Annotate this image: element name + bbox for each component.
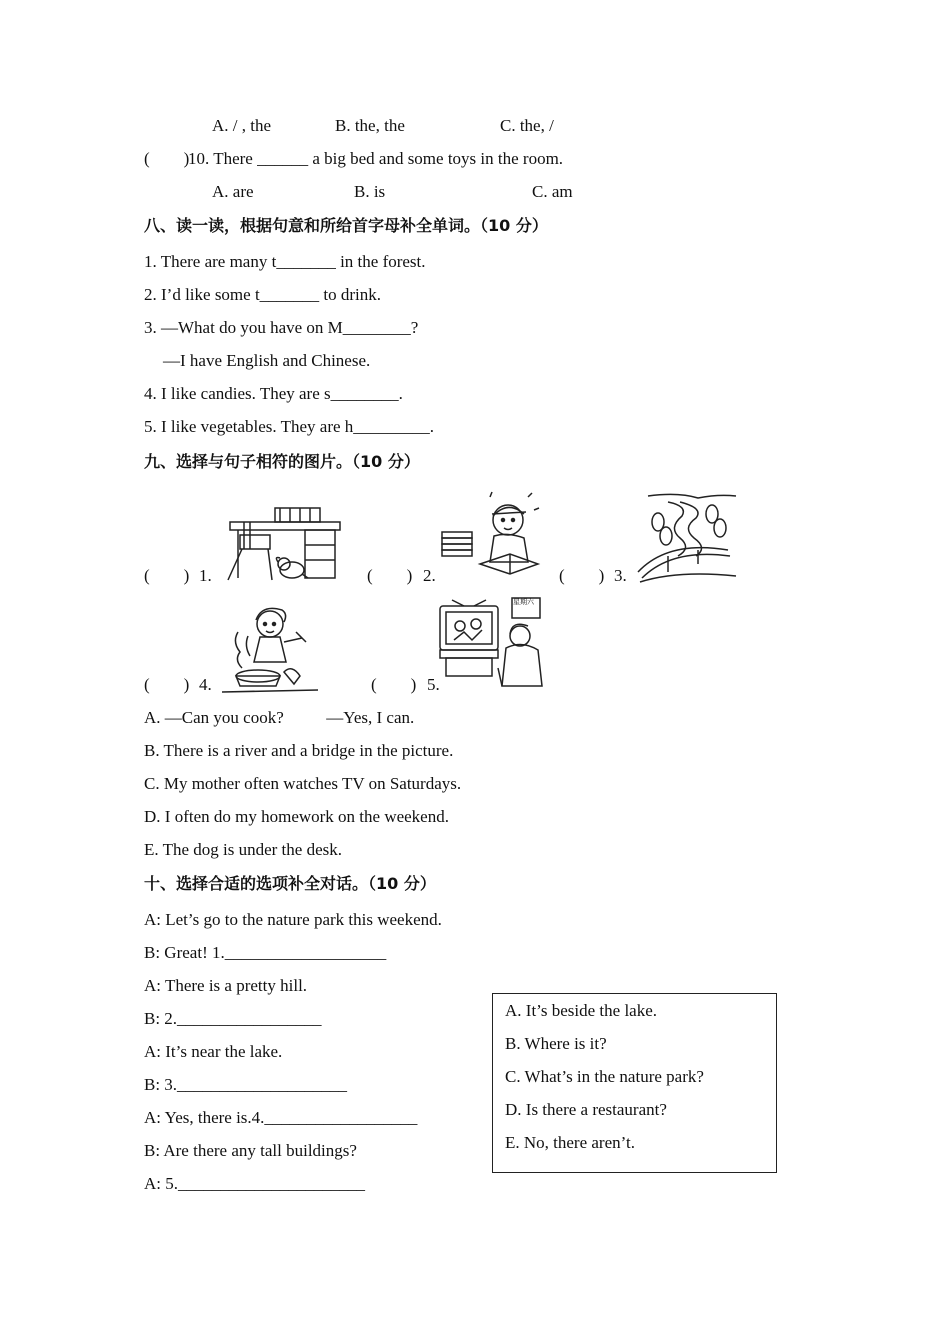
section8-item: 2. I’d like some t_______ to drink.	[144, 285, 382, 304]
q10-option-a: A. are	[212, 182, 254, 201]
section9-sentence: E. The dog is under the desk.	[144, 840, 342, 859]
q10-answer-paren: ( )	[144, 149, 190, 168]
picture3-answer-paren: ( )	[559, 566, 605, 585]
dialogue-line: A: 5.______________________	[144, 1174, 365, 1193]
picture2-answer-paren: ( )	[367, 566, 413, 585]
option-item: C. What’s in the nature park?	[505, 1067, 704, 1086]
picture5-label: 5.	[427, 675, 440, 694]
section9-sentence: D. I often do my homework on the weekend.	[144, 807, 449, 826]
option-item: D. Is there a restaurant?	[505, 1100, 667, 1119]
q9-option-b: B. the, the	[335, 116, 405, 135]
section9-sentence: A. —Can you cook? —Yes, I can.	[144, 708, 415, 727]
section8-item: 3. —What do you have on M________?	[144, 318, 419, 337]
dialogue-line: B: Are there any tall buildings?	[144, 1141, 357, 1160]
girl-cooking-picture	[222, 602, 318, 692]
picture2-label: 2.	[423, 566, 436, 585]
option-item: E. No, there aren’t.	[505, 1133, 635, 1152]
section10-heading: 十、选择合适的选项补全对话。（10 分）	[144, 874, 436, 893]
q9-option-a: A. / , the	[212, 116, 272, 135]
dialogue-line: A: Let’s go to the nature park this weekend.	[144, 910, 442, 929]
dialogue-line: A: There is a pretty hill.	[144, 976, 308, 995]
section9-sentence: C. My mother often watches TV on Saturdays.	[144, 774, 462, 793]
picture1-answer-paren: ( )	[144, 566, 190, 585]
dialogue-line: B: 3.____________________	[144, 1075, 348, 1094]
section8-item: 4. I like candies. They are s________.	[144, 384, 403, 403]
q10-option-c: C. am	[532, 182, 573, 201]
dialogue-line: A: Yes, there is.4.__________________	[144, 1108, 418, 1127]
picture4-answer-paren: ( )	[144, 675, 190, 694]
dialogue-line: A: It’s near the lake.	[144, 1042, 283, 1061]
picture4-label: 4.	[199, 675, 212, 694]
picture5-answer-paren: ( )	[371, 675, 417, 694]
section8-heading: 八、读一读，根据句意和所给首字母补全单词。（10 分）	[144, 216, 548, 235]
option-item: A. It’s beside the lake.	[505, 1001, 658, 1020]
section9-sentence: B. There is a river and a bridge in the picture.	[144, 741, 454, 760]
section8-item: 1. There are many t_______ in the forest.	[144, 252, 426, 271]
calendar-text: 星期六	[513, 598, 534, 606]
q10-option-b: B. is	[354, 182, 386, 201]
mother-watching-tv-picture	[438, 596, 546, 688]
section9-heading: 九、选择与句子相符的图片。（10 分）	[144, 452, 420, 471]
option-item: B. Where is it?	[505, 1034, 607, 1053]
dog-under-desk-picture	[220, 500, 345, 582]
dialogue-line: B: 2._________________	[144, 1009, 322, 1028]
q10-stem: 10. There ______ a big bed and some toys in the room.	[188, 149, 564, 168]
dialogue-line: B: Great! 1.___________________	[144, 943, 387, 962]
picture3-label: 3.	[614, 566, 627, 585]
river-and-bridge-picture	[638, 492, 738, 582]
q9-option-c: C. the, /	[500, 116, 554, 135]
section8-item: —I have English and Chinese.	[163, 351, 371, 370]
picture1-label: 1.	[199, 566, 212, 585]
boy-doing-homework-picture	[440, 492, 540, 578]
section8-item: 5. I like vegetables. They are h_________.	[144, 417, 435, 436]
